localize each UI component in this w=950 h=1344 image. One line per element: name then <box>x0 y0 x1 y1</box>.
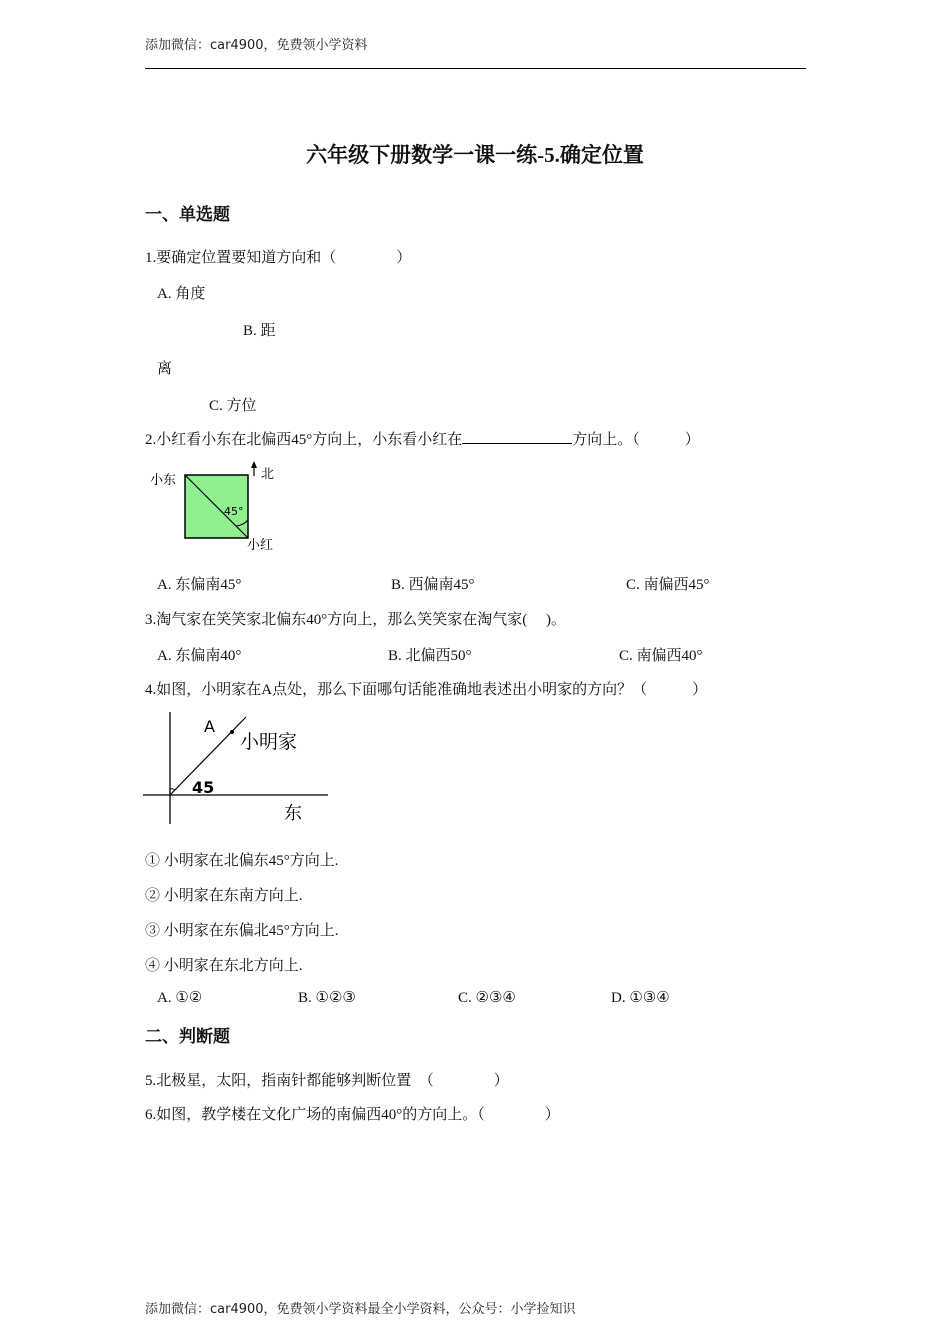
label-xiaodong: 小东 <box>150 473 177 488</box>
point-a <box>230 730 234 734</box>
header-rule <box>145 68 806 69</box>
label-xiaoming-home: 小明家 <box>240 731 298 753</box>
question-2-figure <box>148 458 288 558</box>
label-east: 东 <box>284 803 302 824</box>
question-3-stem: 3.淘气家在笑笑家北偏东40°方向上，那么笑笑家在淘气家( )。 <box>145 612 566 628</box>
page-title: 六年级下册数学一课一练-5.确定位置 <box>306 143 644 167</box>
question-1-stem: 1.要确定位置要知道方向和（ ） <box>145 250 412 266</box>
answer-blank <box>462 429 572 444</box>
question-4-statement-1: ① 小明家在北偏东45°方向上. <box>145 853 339 869</box>
question-4-statement-2: ② 小明家在东南方向上. <box>145 888 303 904</box>
angle-arc <box>170 789 175 790</box>
question-5-stem: 5.北极星，太阳，指南针都能够判断位置 （ ） <box>145 1073 509 1089</box>
section-title-judgement: 二、判断题 <box>145 1027 230 1047</box>
question-2-option-a: A. 东偏南45° <box>157 577 242 593</box>
question-3-option-b: B. 北偏西50° <box>388 648 472 664</box>
question-3-option-c: C. 南偏西40° <box>619 648 703 664</box>
question-4-option-c: C. ②③④ <box>458 990 516 1006</box>
question-1-option-a: A. 角度 <box>157 286 206 302</box>
question-2-option-b: B. 西偏南45° <box>391 577 475 593</box>
question-4-statement-4: ④ 小明家在东北方向上. <box>145 958 303 974</box>
question-4-statement-3: ③ 小明家在东偏北45°方向上. <box>145 923 339 939</box>
north-arrow-icon <box>251 461 257 468</box>
question-4-figure <box>140 708 335 828</box>
label-angle: 45° <box>224 505 244 518</box>
page-header: 添加微信：car4900，免费领小学资料 <box>145 38 368 53</box>
page-footer: 添加微信：car4900，免费领小学资料最全小学资料，公众号：小学捡知识 <box>145 1302 576 1317</box>
question-4-stem: 4.如图，小明家在A点处，那么下面哪句话能准确地表述出小明家的方向？（ ） <box>145 682 708 698</box>
question-6-stem: 6.如图，教学楼在文化广场的南偏西40°的方向上。（ ） <box>145 1107 560 1123</box>
question-2-option-c: C. 南偏西45° <box>626 577 710 593</box>
label-a: A <box>204 717 215 736</box>
question-1-option-b: B. 距 <box>243 323 276 339</box>
question-3-option-a: A. 东偏南40° <box>157 648 242 664</box>
label-angle-45: 45 <box>192 778 215 797</box>
section-title-single-choice: 一、单选题 <box>145 205 230 225</box>
question-4-option-b: B. ①②③ <box>298 990 356 1006</box>
question-4-option-d: D. ①③④ <box>611 990 670 1006</box>
question-1-option-c: C. 方位 <box>209 398 257 414</box>
question-2-stem-pre: 2.小红看小东在北偏西45°方向上，小东看小红在 <box>145 432 463 448</box>
label-xiaohong: 小红 <box>247 538 274 553</box>
question-1-option-b-continued: 离 <box>157 361 173 377</box>
question-4-option-a: A. ①② <box>157 990 203 1006</box>
question-2-stem <box>145 428 700 449</box>
label-north: 北 <box>261 467 275 482</box>
question-2-stem-post: 方向上。（ ） <box>572 432 700 448</box>
